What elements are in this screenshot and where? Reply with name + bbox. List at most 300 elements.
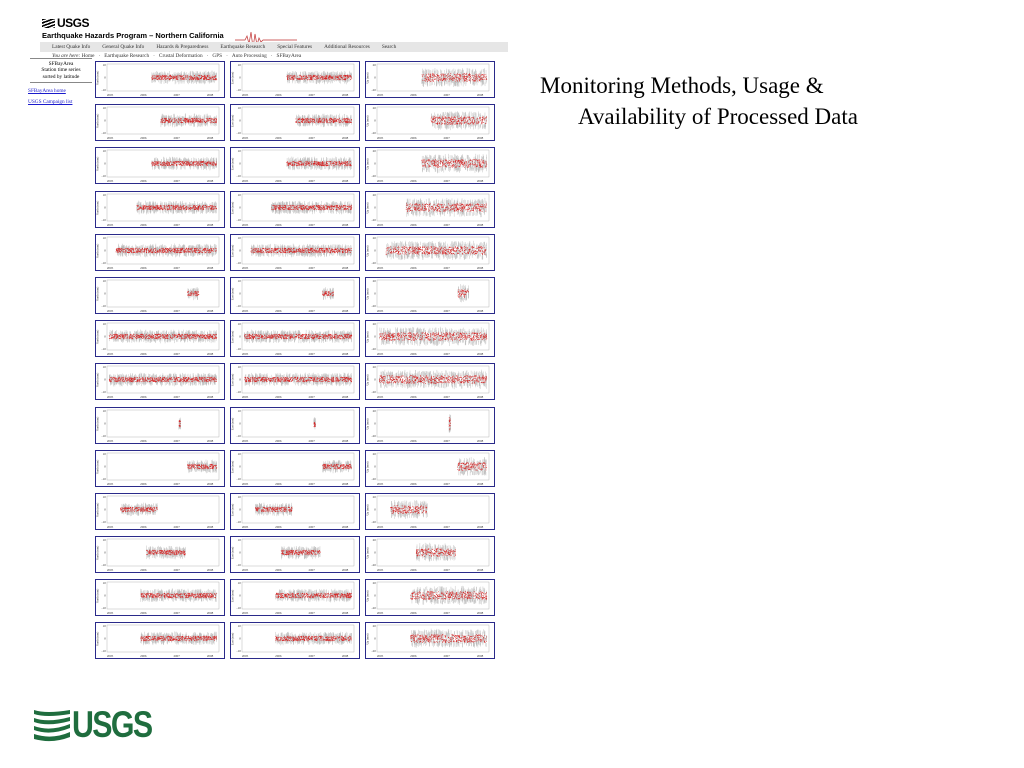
data-point xyxy=(339,122,340,123)
data-point xyxy=(320,121,321,122)
data-point xyxy=(298,163,299,164)
data-point xyxy=(304,75,305,76)
data-point xyxy=(154,163,155,164)
data-point xyxy=(315,123,316,124)
data-point xyxy=(462,120,463,121)
data-point xyxy=(162,165,163,166)
data-point xyxy=(321,120,322,121)
data-point xyxy=(325,79,326,80)
data-point xyxy=(467,120,468,121)
data-point xyxy=(309,75,310,76)
data-point xyxy=(165,163,166,164)
data-point xyxy=(314,120,315,121)
data-point xyxy=(164,166,165,167)
data-point xyxy=(334,120,335,121)
data-point xyxy=(332,161,333,162)
data-point xyxy=(333,77,334,78)
data-point xyxy=(449,122,450,123)
data-point xyxy=(310,79,311,80)
data-point xyxy=(162,121,163,122)
data-point xyxy=(157,165,158,166)
data-point xyxy=(168,121,169,122)
data-point xyxy=(205,78,206,79)
nav-item[interactable]: General Quake Info xyxy=(102,44,144,50)
breadcrumb-item[interactable]: SFBayArea xyxy=(277,53,302,59)
data-point xyxy=(443,118,444,119)
data-point xyxy=(176,76,177,77)
breadcrumb-item[interactable]: Home xyxy=(82,53,95,59)
data-point xyxy=(161,120,162,121)
data-point xyxy=(444,123,445,124)
data-point xyxy=(307,162,308,163)
data-point xyxy=(435,76,436,77)
data-point xyxy=(152,162,153,163)
x-tick-label: 2007 xyxy=(308,93,315,97)
data-point xyxy=(207,79,208,80)
data-point xyxy=(463,120,464,121)
data-point xyxy=(469,79,470,80)
data-point xyxy=(470,119,471,120)
data-point xyxy=(478,75,479,76)
data-point xyxy=(191,79,192,80)
data-point xyxy=(434,116,435,117)
time-series-panel[interactable] xyxy=(230,104,365,147)
data-point xyxy=(193,165,194,166)
x-tick-label: 2006 xyxy=(275,179,282,183)
data-point xyxy=(175,122,176,123)
sfbayarea-home-link[interactable]: SFBayArea home xyxy=(28,88,92,94)
data-point xyxy=(344,120,345,121)
data-point xyxy=(477,79,478,80)
x-tick-label: 2005 xyxy=(107,93,114,97)
data-point xyxy=(294,75,295,76)
data-point xyxy=(167,120,168,121)
data-point xyxy=(199,161,200,162)
data-point xyxy=(318,122,319,123)
data-point xyxy=(453,77,454,78)
data-point xyxy=(423,74,424,75)
time-series-panel[interactable] xyxy=(230,61,365,104)
data-point xyxy=(216,121,217,122)
data-point xyxy=(311,163,312,164)
nav-item[interactable]: Search xyxy=(382,44,396,50)
time-series-panel[interactable] xyxy=(95,61,230,104)
data-point xyxy=(484,75,485,76)
data-point xyxy=(205,162,206,163)
data-point xyxy=(197,164,198,165)
data-point xyxy=(335,162,336,163)
data-point xyxy=(344,79,345,80)
data-point xyxy=(200,162,201,163)
data-point xyxy=(175,76,176,77)
data-point xyxy=(447,124,448,125)
data-point xyxy=(162,118,163,119)
y-axis-label: Up (mm) xyxy=(365,72,369,83)
data-point xyxy=(302,79,303,80)
data-point xyxy=(290,79,291,80)
data-point xyxy=(180,118,181,119)
data-point xyxy=(291,163,292,164)
data-point xyxy=(168,77,169,78)
data-point xyxy=(335,121,336,122)
data-point xyxy=(453,119,454,120)
data-point xyxy=(447,122,448,123)
nav-item[interactable]: Special Features xyxy=(277,44,312,50)
data-point xyxy=(430,79,431,80)
data-point xyxy=(451,119,452,120)
data-point xyxy=(336,77,337,78)
breadcrumb-item[interactable]: GPS xyxy=(212,53,222,59)
data-point xyxy=(321,79,322,80)
data-point xyxy=(319,122,320,123)
data-point xyxy=(347,77,348,78)
data-point xyxy=(291,165,292,166)
data-point xyxy=(345,163,346,164)
data-point xyxy=(449,79,450,80)
data-point xyxy=(154,161,155,162)
data-point xyxy=(176,77,177,78)
data-point xyxy=(169,164,170,165)
data-point xyxy=(196,118,197,119)
data-point xyxy=(461,122,462,123)
data-point xyxy=(289,78,290,79)
data-point xyxy=(459,74,460,75)
data-point xyxy=(302,78,303,79)
data-point xyxy=(480,120,481,121)
data-point xyxy=(464,81,465,82)
data-point xyxy=(333,76,334,77)
data-point xyxy=(473,77,474,78)
data-point xyxy=(472,79,473,80)
data-point xyxy=(330,119,331,120)
data-point xyxy=(206,118,207,119)
data-point xyxy=(474,80,475,81)
data-point xyxy=(451,118,452,119)
x-tick-label: 2005 xyxy=(377,136,384,140)
data-point xyxy=(475,74,476,75)
data-point xyxy=(200,164,201,165)
data-point xyxy=(189,165,190,166)
data-point xyxy=(189,123,190,124)
data-point xyxy=(169,76,170,77)
data-point xyxy=(474,81,475,82)
data-point xyxy=(173,122,174,123)
data-point xyxy=(464,79,465,80)
time-series-panel[interactable] xyxy=(365,61,500,104)
data-point xyxy=(188,163,189,164)
data-point xyxy=(297,162,298,163)
y-axis-label: East (mm) xyxy=(230,115,234,128)
data-point xyxy=(482,75,483,76)
data-point xyxy=(483,122,484,123)
data-point xyxy=(156,76,157,77)
data-point xyxy=(312,121,313,122)
data-point xyxy=(201,120,202,121)
data-point xyxy=(458,118,459,119)
data-point xyxy=(314,79,315,80)
data-point xyxy=(326,119,327,120)
breadcrumb-item[interactable]: Earthquake Research xyxy=(104,53,149,59)
data-point xyxy=(192,123,193,124)
data-point xyxy=(310,123,311,124)
data-point xyxy=(204,79,205,80)
x-tick-label: 2005 xyxy=(107,179,114,183)
data-point xyxy=(455,76,456,77)
data-point xyxy=(470,76,471,77)
data-point xyxy=(321,164,322,165)
data-point xyxy=(208,161,209,162)
data-point xyxy=(449,117,450,118)
program-title: Earthquake Hazards Program – Northern California xyxy=(42,31,224,40)
data-point xyxy=(196,79,197,80)
data-point xyxy=(207,165,208,166)
data-point xyxy=(335,118,336,119)
data-point xyxy=(309,122,310,123)
data-point xyxy=(433,119,434,120)
usgs-header-logo[interactable] xyxy=(42,16,89,30)
data-point xyxy=(333,164,334,165)
data-point xyxy=(309,76,310,77)
data-point xyxy=(431,81,432,82)
nav-item[interactable]: Earthquake Research xyxy=(220,44,265,50)
data-point xyxy=(194,122,195,123)
data-point xyxy=(320,77,321,78)
y-tick-label: -10 xyxy=(237,88,242,92)
data-point xyxy=(209,77,210,78)
time-series-panel[interactable] xyxy=(95,104,230,147)
data-point xyxy=(467,117,468,118)
data-point xyxy=(156,161,157,162)
data-point xyxy=(428,79,429,80)
data-point xyxy=(196,165,197,166)
data-point xyxy=(472,120,473,121)
data-point xyxy=(477,76,478,77)
x-tick-label: 2007 xyxy=(173,136,180,140)
data-point xyxy=(155,78,156,79)
data-point xyxy=(176,162,177,163)
data-point xyxy=(484,119,485,120)
sidebar-info-box xyxy=(30,58,92,83)
sidebar xyxy=(30,58,92,105)
y-tick-label: 10 xyxy=(238,106,242,110)
data-point xyxy=(331,164,332,165)
y-tick-label: -10 xyxy=(237,174,242,178)
data-point xyxy=(161,165,162,166)
data-point xyxy=(427,76,428,77)
data-point xyxy=(486,76,487,77)
data-point xyxy=(323,78,324,79)
data-point xyxy=(184,120,185,121)
nav-item[interactable]: Latest Quake Info xyxy=(52,44,90,50)
breadcrumb-item[interactable]: Crustal Deformation xyxy=(159,53,203,59)
data-point xyxy=(331,118,332,119)
data-point xyxy=(480,75,481,76)
data-point xyxy=(477,118,478,119)
breadcrumb-separator: · xyxy=(207,53,209,59)
usgs-campaign-list-link[interactable]: USGS Campaign list xyxy=(28,99,92,105)
time-series-panel[interactable] xyxy=(95,147,230,190)
data-point xyxy=(433,119,434,120)
data-point xyxy=(444,74,445,75)
data-point xyxy=(338,77,339,78)
y-tick-label: -10 xyxy=(102,174,107,178)
data-point xyxy=(463,78,464,79)
x-tick-label: 2006 xyxy=(140,179,147,183)
data-point xyxy=(165,122,166,123)
data-point xyxy=(170,162,171,163)
data-point xyxy=(476,74,477,75)
data-point xyxy=(166,119,167,120)
data-point xyxy=(455,75,456,76)
data-point xyxy=(204,163,205,164)
x-tick-label: 2007 xyxy=(443,136,450,140)
data-point xyxy=(347,119,348,120)
data-point xyxy=(345,118,346,119)
data-point xyxy=(193,118,194,119)
data-point xyxy=(343,75,344,76)
data-point xyxy=(338,162,339,163)
data-point xyxy=(485,118,486,119)
data-point xyxy=(212,122,213,123)
data-point xyxy=(345,165,346,166)
data-point xyxy=(348,77,349,78)
nav-item[interactable]: Hazards & Preparedness xyxy=(156,44,208,50)
time-series-panel[interactable] xyxy=(230,147,365,190)
data-point xyxy=(340,121,341,122)
data-point xyxy=(195,120,196,121)
data-point xyxy=(338,79,339,80)
data-point xyxy=(461,121,462,122)
data-point xyxy=(328,162,329,163)
data-point xyxy=(155,164,156,165)
data-point xyxy=(208,119,209,120)
data-point xyxy=(189,76,190,77)
data-point xyxy=(456,74,457,75)
nav-item[interactable]: Additional Resources xyxy=(324,44,370,50)
data-point xyxy=(470,123,471,124)
data-point xyxy=(428,74,429,75)
data-point xyxy=(316,164,317,165)
data-point xyxy=(289,76,290,77)
time-series-panel[interactable] xyxy=(365,104,500,147)
data-point xyxy=(207,75,208,76)
data-point xyxy=(189,119,190,120)
data-point xyxy=(462,123,463,124)
data-point xyxy=(191,165,192,166)
data-point xyxy=(349,76,350,77)
data-point xyxy=(294,166,295,167)
data-point xyxy=(158,76,159,77)
data-point xyxy=(329,123,330,124)
data-point xyxy=(459,79,460,80)
data-point xyxy=(163,122,164,123)
data-point xyxy=(319,120,320,121)
data-point xyxy=(210,122,211,123)
data-point xyxy=(314,119,315,120)
data-point xyxy=(195,161,196,162)
breadcrumb-item[interactable]: Auto Processing xyxy=(232,53,267,59)
data-point xyxy=(337,79,338,80)
data-point xyxy=(328,122,329,123)
data-point xyxy=(317,162,318,163)
data-point xyxy=(299,79,300,80)
x-tick-label: 2005 xyxy=(377,93,384,97)
data-point xyxy=(330,75,331,76)
data-point xyxy=(314,75,315,76)
data-point xyxy=(201,162,202,163)
y-tick-label: 0 xyxy=(239,76,241,80)
data-point xyxy=(161,77,162,78)
data-point xyxy=(173,165,174,166)
data-point xyxy=(480,78,481,79)
data-point xyxy=(174,77,175,78)
data-points xyxy=(422,68,488,87)
data-point xyxy=(187,76,188,77)
data-point xyxy=(174,121,175,122)
data-point xyxy=(163,163,164,164)
data-point xyxy=(186,122,187,123)
data-point xyxy=(439,123,440,124)
data-point xyxy=(484,76,485,77)
data-point xyxy=(442,120,443,121)
data-point xyxy=(329,76,330,77)
data-point xyxy=(475,76,476,77)
data-point xyxy=(213,122,214,123)
data-point xyxy=(351,122,352,123)
data-point xyxy=(481,74,482,75)
data-point xyxy=(301,119,302,120)
data-point xyxy=(472,122,473,123)
data-point xyxy=(431,118,432,119)
data-point xyxy=(451,117,452,118)
data-point xyxy=(309,165,310,166)
data-point xyxy=(303,78,304,79)
data-point xyxy=(194,75,195,76)
data-point xyxy=(287,76,288,77)
data-point xyxy=(196,77,197,78)
usgs-page-banner xyxy=(40,14,510,64)
data-point xyxy=(338,78,339,79)
data-point xyxy=(187,164,188,165)
data-point xyxy=(211,78,212,79)
x-tick-label: 2008 xyxy=(207,179,214,183)
data-point xyxy=(315,79,316,80)
data-point xyxy=(482,119,483,120)
data-point xyxy=(177,77,178,78)
data-point xyxy=(195,77,196,78)
data-point xyxy=(216,79,217,80)
data-point xyxy=(329,120,330,121)
breadcrumb-prefix: You are here: xyxy=(52,53,80,59)
data-point xyxy=(197,78,198,79)
data-point xyxy=(313,119,314,120)
data-point xyxy=(481,122,482,123)
data-point xyxy=(214,163,215,164)
data-point xyxy=(214,119,215,120)
data-point xyxy=(311,121,312,122)
data-point xyxy=(190,78,191,79)
data-point xyxy=(307,121,308,122)
data-point xyxy=(153,78,154,79)
data-point xyxy=(167,162,168,163)
y-axis-label: North (mm) xyxy=(95,157,99,171)
data-point xyxy=(184,78,185,79)
data-point xyxy=(475,78,476,79)
data-point xyxy=(173,76,174,77)
data-point xyxy=(343,122,344,123)
data-point xyxy=(167,78,168,79)
data-point xyxy=(160,75,161,76)
